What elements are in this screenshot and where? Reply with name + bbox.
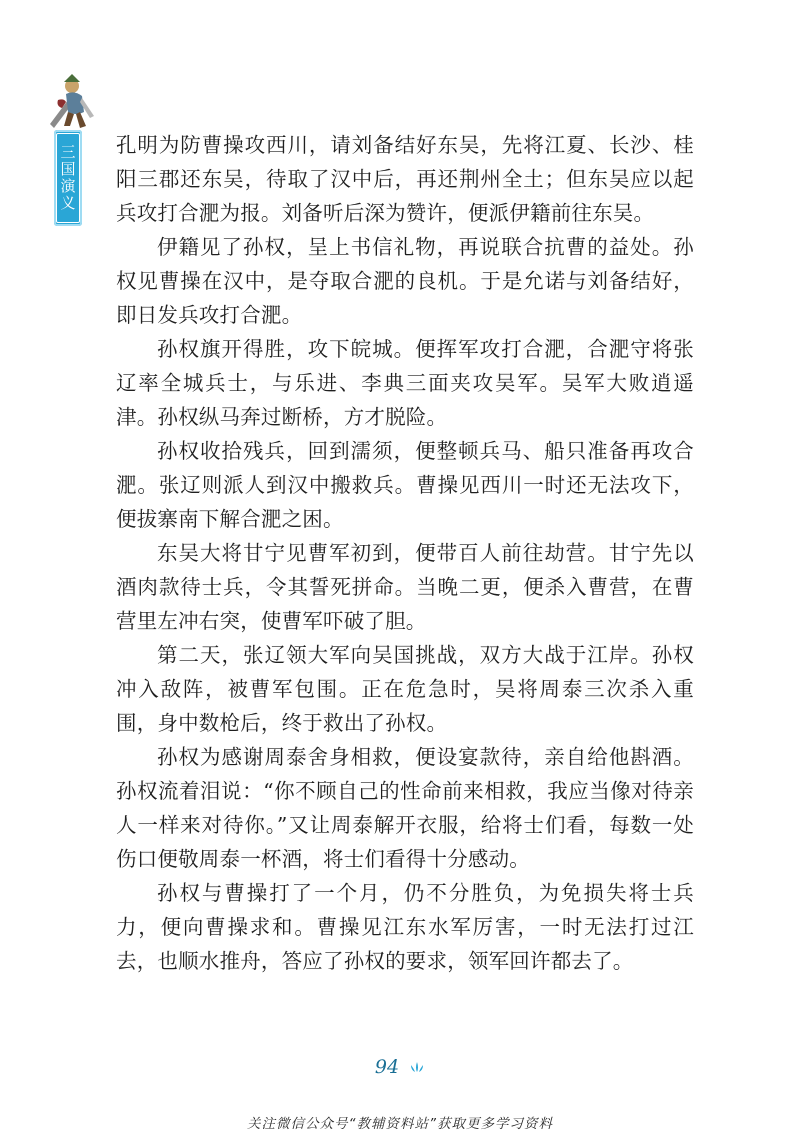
- paragraph: 东吴大将甘宁见曹军初到，便带百人前往劫营。甘宁先以酒肉款待士兵，令其誓死拼命。当晚二更，便杀入曹营，在曹营里左冲右突，使曹军吓破了胆。: [116, 541, 694, 633]
- page-number: 94: [374, 1056, 400, 1078]
- book-title-tab: [54, 130, 82, 226]
- book-title-label: 三国演义: [58, 144, 77, 212]
- footer-watermark-note: 关注微信公众号“教辅资料站”获取更多学习资料: [247, 1116, 553, 1132]
- main-text: [116, 128, 694, 978]
- paragraph: 孙权旗开得胜，攻下皖城。便挥军攻打合淝，合淝守将张辽率全城兵士，与乐进、李典三面夹攻吴军。吴军大败逍遥津。孙权纵马奔过断桥，方才脱险。: [116, 337, 694, 429]
- paragraph: 孔明为防曹操攻西川，请刘备结好东吴，先将江夏、长沙、桂阳三郡还东吴，待取了汉中后，再还荆州全土；但东吴应以起兵攻打合淝为报。刘备听后深为赞许，便派伊籍前往东吴。: [116, 133, 694, 225]
- droplet-ornament-icon: [409, 1060, 425, 1074]
- warrior-figure-icon: [44, 72, 98, 130]
- paragraph: 孙权收拾残兵，回到濡须，便整顿兵马、船只准备再攻合淝。张辽则派人到汉中搬救兵。曹操见西川一时还无法攻下，便拔寨南下解合淝之困。: [116, 439, 694, 531]
- paragraph: 孙权与曹操打了一个月，仍不分胜负，为免损失将士兵力，便向曹操求和。曹操见江东水军厉害，一时无法打过江去，也顺水推舟，答应了孙权的要求，领军回许都去了。: [116, 881, 694, 973]
- page-number-area: [0, 1052, 800, 1082]
- paragraph: 第二天，张辽领大军向吴国挑战，双方大战于江岸。孙权冲入敌阵，被曹军包围。正在危急时，吴将周泰三次杀入重围，身中数枪后，终于救出了孙权。: [116, 643, 694, 735]
- paragraph: 孙权为感谢周泰舍身相救，便设宴款待，亲自给他斟酒。孙权流着泪说：“你不顾自己的性命前来相救，我应当像对待亲人一样来对待你。”又让周泰解开衣服，给将士们看，每数一处伤口便敬周泰一杯酒，将士们看得十分感动。: [116, 745, 694, 871]
- paragraph: 伊籍见了孙权，呈上书信礼物，再说联合抗曹的益处。孙权见曹操在汉中，是夺取合淝的良机。于是允诺与刘备结好，即日发兵攻打合淝。: [116, 235, 694, 327]
